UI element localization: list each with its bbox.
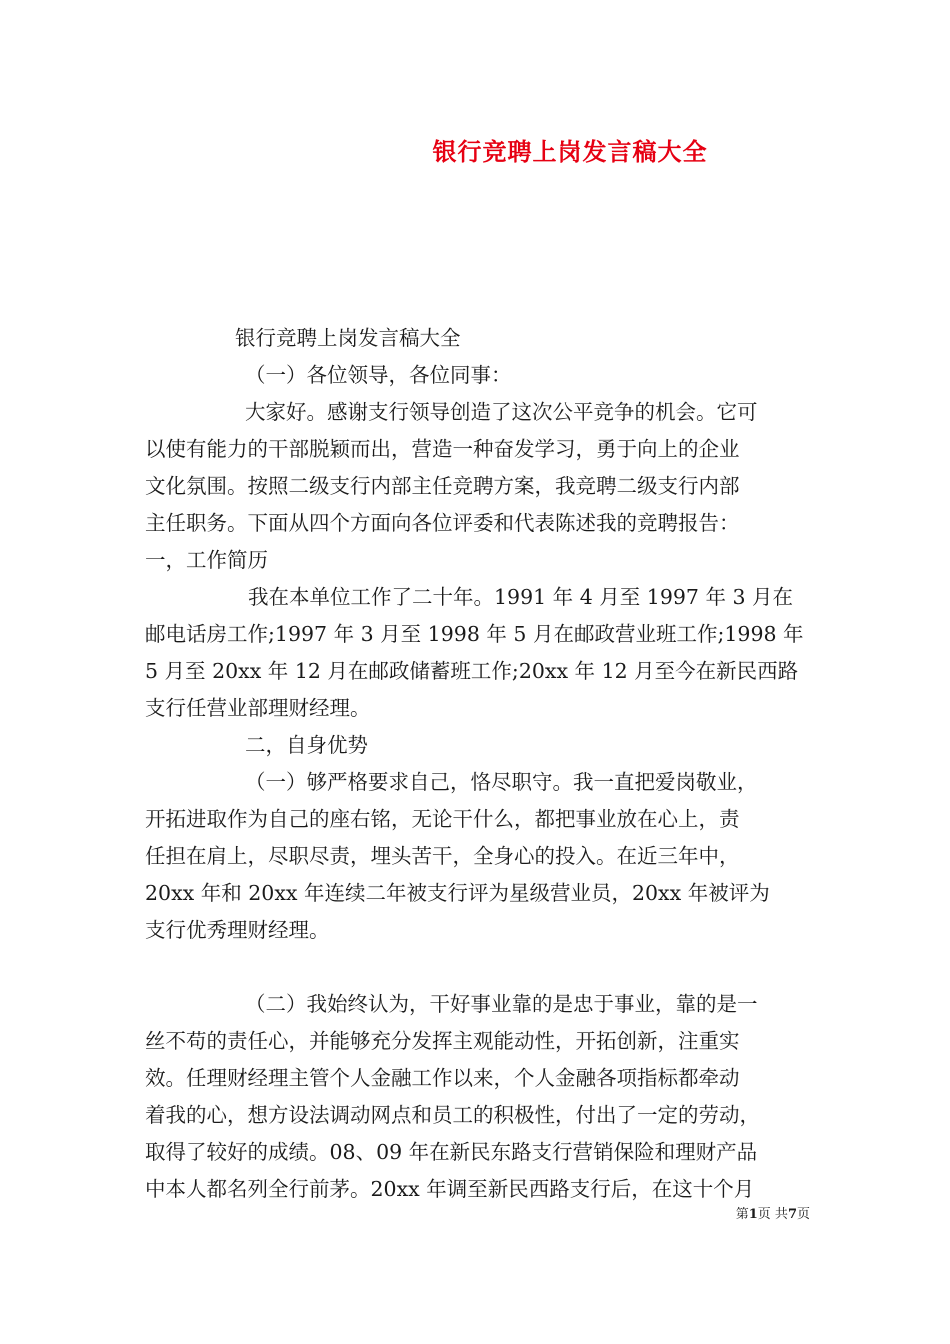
- paragraph-line: （二）我始终认为，干好事业靠的是忠于事业，靠的是一: [245, 992, 758, 1016]
- footer-page-number: 1: [748, 1207, 758, 1222]
- paragraph-line: 支行任营业部理财经理。: [145, 696, 371, 720]
- paragraph-line: [145, 949, 810, 986]
- page-footer: [736, 1203, 810, 1222]
- footer-middle: 页 共: [757, 1207, 788, 1222]
- footer-total-pages: 7: [787, 1207, 797, 1222]
- paragraph-line: 银行竞聘上岗发言稿大全: [235, 326, 461, 350]
- paragraph-line: 二，自身优势: [245, 733, 368, 757]
- paragraph-line: 以使有能力的干部脱颖而出，营造一种奋发学习，勇于向上的企业: [145, 437, 740, 461]
- paragraph-line: 主任职务。下面从四个方面向各位评委和代表陈述我的竞聘报告：: [145, 511, 740, 535]
- paragraph-line: 文化氛围。按照二级支行内部主任竞聘方案，我竞聘二级支行内部: [145, 474, 740, 498]
- paragraph-line: 5 月至 20xx 年 12 月在邮政储蓄班工作;20xx 年 12 月至今在新民西路: [145, 659, 799, 683]
- paragraph-line: 丝不苟的责任心，并能够充分发挥主观能动性，开拓创新，注重实: [145, 1029, 740, 1053]
- footer-prefix: 第: [735, 1207, 749, 1222]
- paragraph-line: 大家好。感谢支行领导创造了这次公平竞争的机会。它可: [245, 400, 758, 424]
- paragraph-line: 20xx 年和 20xx 年连续二年被支行评为星级营业员，20xx 年被评为: [145, 881, 770, 905]
- document-body: [145, 320, 810, 1208]
- paragraph-line: （一）各位领导，各位同事：: [245, 363, 512, 387]
- paragraph-line: 开拓进取作为自己的座右铭，无论干什么，都把事业放在心上，责: [145, 807, 740, 831]
- paragraph-line: 效。任理财经理主管个人金融工作以来，个人金融各项指标都牵动: [145, 1066, 740, 1090]
- paragraph-line: 支行优秀理财经理。: [145, 918, 330, 942]
- paragraph-line: 中本人都名列全行前茅。20xx 年调至新民西路支行后，在这十个月: [145, 1177, 755, 1201]
- paragraph-line: 取得了较好的成绩。08、09 年在新民东路支行营销保险和理财产品: [145, 1140, 758, 1164]
- paragraph-line: 我在本单位工作了二十年。1991 年 4 月至 1997 年 3 月在: [248, 585, 794, 609]
- document-title: 银行竞聘上岗发言稿大全: [432, 137, 708, 166]
- paragraph-line: 任担在肩上，尽职尽责，埋头苦干，全身心的投入。在近三年中，: [145, 844, 740, 868]
- paragraph-line: 着我的心，想方设法调动网点和员工的积极性，付出了一定的劳动，: [145, 1103, 760, 1127]
- paragraph-line: 邮电话房工作;1997 年 3 月至 1998 年 5 月在邮政营业班工作;1998 年: [145, 622, 804, 646]
- paragraph-line: （一）够严格要求自己，恪尽职守。我一直把爱岗敬业，: [245, 770, 758, 794]
- paragraph-line: 一，工作简历: [145, 548, 268, 572]
- footer-suffix: 页: [796, 1207, 810, 1222]
